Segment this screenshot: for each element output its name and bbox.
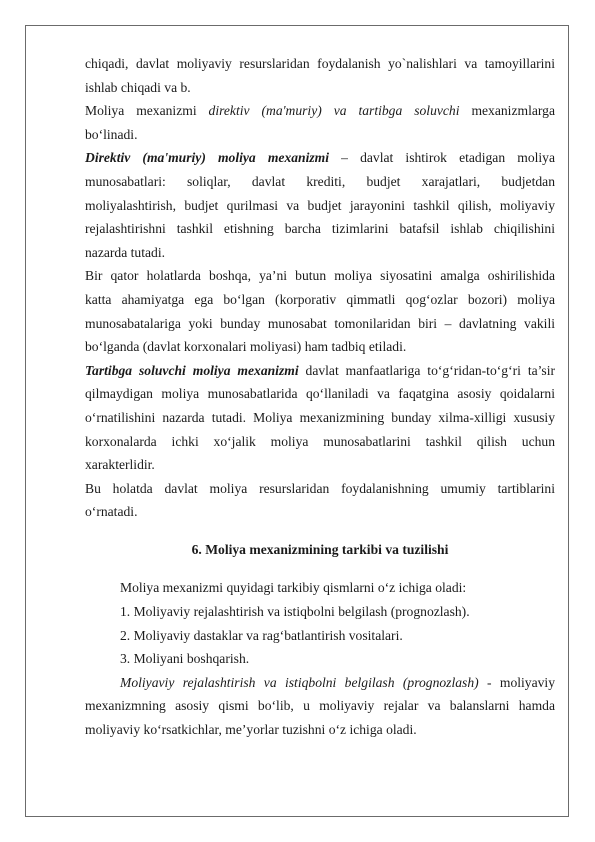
text-line: bo‘lganda (davlat korxonalari moliyasi) ham tadbiq etiladi. bbox=[85, 339, 407, 355]
text-line: munosabatlari: soliqlar, davlat krediti, budjet xarajatlari, budjetdan bbox=[85, 173, 555, 189]
text-line: Bu holatda davlat moliya resurslaridan foydalanishning umumiy tartiblarini bbox=[85, 480, 555, 496]
paragraph-directive-mechanism bbox=[85, 146, 555, 264]
text-line: bo‘linadi. bbox=[85, 126, 138, 142]
text-line: o‘rnatilishini nazarda tutadi. Moliya mexanizmining bunday xilma-xilligi xususiy bbox=[85, 409, 555, 425]
list-item: 3. Moliyani boshqarish. bbox=[120, 651, 250, 667]
text-line: chiqadi, davlat moliyaviy resurslaridan foydalanish yo`nalishlari va tamoyillarini bbox=[85, 56, 555, 71]
list-intro: Moliya mexanizmi quyidagi tarkibiy qismlarni o‘z ichiga oladi: bbox=[120, 580, 467, 596]
text-line: ishlab chiqadi va b. bbox=[85, 79, 191, 95]
text-line bbox=[85, 99, 555, 123]
text-line: moliyalashtirish, budjet qurilmasi va budjet jarayonini tashkil qilish, moliyaviy bbox=[85, 197, 555, 213]
text-line bbox=[85, 146, 555, 170]
text-line: korxonalarda ichki xo‘jalik moliya munosabatlarini tashkil qilish uchun bbox=[85, 433, 555, 449]
text-line: o‘rnatadi. bbox=[85, 504, 138, 520]
list-item: 2. Moliyaviy dastaklar va rag‘batlantirish vositalari. bbox=[120, 627, 403, 643]
text-segment: - moliyaviy bbox=[478, 674, 555, 690]
text-line: moliyaviy ko‘rsatkichlar, me’yorlar tuzishni o‘z ichiga oladi. bbox=[85, 722, 417, 738]
text-line: Bir qator holatlarda boshqa, ya’ni butun moliya siyosatini amalga oshirilishida bbox=[85, 268, 555, 284]
text-line: qilmaydigan moliya munosabatlarida qo‘llaniladi va faqatgina asosiy qoidalarni bbox=[85, 386, 555, 402]
text-segment: – davlat ishtirok etadigan moliya bbox=[329, 150, 556, 166]
paragraph-financial-planning bbox=[85, 671, 555, 742]
text-segment: mexanizmlarga bbox=[459, 103, 555, 119]
text-line: nazarda tutadi. bbox=[85, 244, 166, 260]
text-line: katta ahamiyatga ega bo‘lgan (korporativ qimmatli qog‘ozlar bozori) moliya bbox=[85, 291, 555, 307]
text-segment: davlat manfaatlariga to‘g‘ridan-to‘g‘ri ta’sir bbox=[298, 362, 555, 378]
text-line: mexanizmning asosiy qismi bo‘lib, u moliyaviy rejalar va balanslarni hamda bbox=[85, 698, 555, 714]
emphasis-text: direktiv (ma'muriy) va tartibga soluvchi bbox=[208, 103, 460, 119]
components-list bbox=[85, 576, 555, 670]
text-line: munosabatalariga yoki bunday munosabat tomonilaridan biri – davlatning vakili bbox=[85, 315, 555, 331]
text-line: rejalashtirishni tashkil etishning barcha tizimlarini batafsil ishlab chiqilishini bbox=[85, 221, 555, 237]
paragraph-regulatory-mechanism bbox=[85, 359, 555, 477]
text-line bbox=[85, 359, 555, 383]
paragraph-mechanism-types bbox=[85, 99, 555, 146]
text-line: xarakterlidir. bbox=[85, 457, 155, 473]
document-body bbox=[85, 52, 555, 742]
paragraph-intro-continuation bbox=[85, 52, 555, 99]
text-segment: Moliya mexanizmi bbox=[85, 103, 209, 119]
paragraph-special-cases bbox=[85, 264, 555, 358]
section-heading: 6. Moliya mexanizmining tarkibi va tuzilishi bbox=[191, 541, 449, 557]
list-item: 1. Moliyaviy rejalashtirish va istiqbolni belgilash (prognozlash). bbox=[120, 604, 470, 620]
emphasis-text: Moliyaviy rejalashtirish va istiqbolni belgilash (prognozlash) bbox=[120, 674, 479, 690]
term-directive: Direktiv (ma'muriy) moliya mexanizmi bbox=[85, 150, 330, 166]
paragraph-state-rules bbox=[85, 477, 555, 524]
term-regulatory: Tartibga soluvchi moliya mexanizmi bbox=[85, 362, 299, 378]
text-line bbox=[85, 671, 555, 695]
